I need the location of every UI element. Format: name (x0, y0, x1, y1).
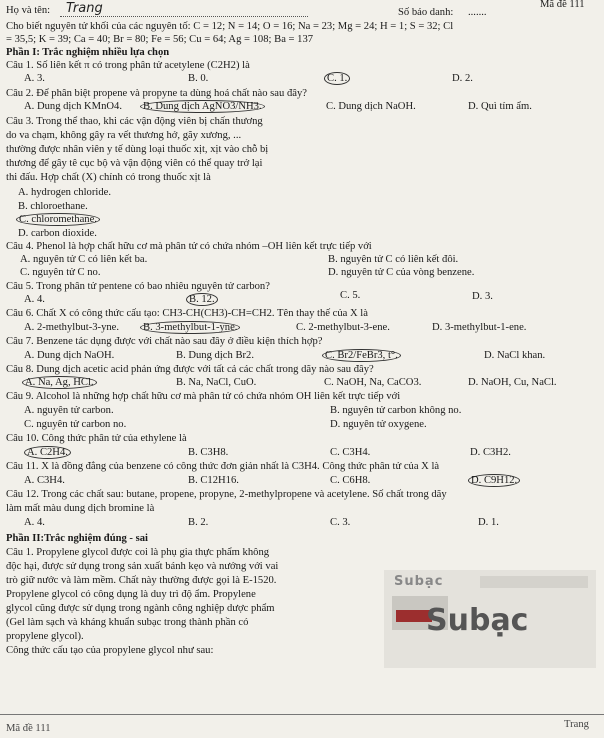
part2-line-4: Propylene glycol có công dụng là duy trì độ ẩm. Propylene (6, 589, 256, 600)
q3-line-2: do va chạm, không gây ra vết thương hở, gãy xương, ... (6, 130, 242, 141)
q12-stem-line-1: Câu 12. Trong các chất sau: butane, propene, propyne, 2-methylpropene và acetylene. Số chất trong dãy (6, 489, 447, 500)
q6-stem: Câu 6. Chất X có công thức cấu tạo: CH3-CH(CH3)-CH=CH2. Tên thay thế của X là (6, 308, 368, 319)
q7-stem: Câu 7. Benzene tác dụng được với chất nào sau đây ở điều kiện thích hợp? (6, 336, 323, 347)
q2-option-a[interactable]: A. Dung dịch KMnO4. (24, 101, 122, 112)
q5-stem: Câu 5. Trong phân tử pentene có bao nhiêu nguyên tử carbon? (6, 281, 270, 292)
atomic-mass-line-2: = 35,5; K = 39; Ca = 40; Br = 80; Fe = 56; Cu = 64; Ag = 108; Ba = 137 (6, 34, 314, 45)
q7-option-b[interactable]: B. Dung dịch Br2. (176, 350, 254, 361)
q12-option-d[interactable]: D. 1. (478, 517, 499, 528)
q4-option-a[interactable]: A. nguyên tử C có liên kết ba. (20, 254, 148, 265)
q10-option-c[interactable]: C. C3H4. (330, 447, 371, 458)
q3-line-4: thương để gây tê cục bộ và vận động viên có thể quay trở lại (6, 158, 263, 169)
q1-option-b[interactable]: B. 0. (188, 73, 209, 84)
q1-stem: Câu 1. Số liên kết π có trong phân tử acetylene (C2H2) là (6, 60, 250, 71)
q10-option-d[interactable]: D. C3H2. (470, 447, 511, 458)
q9-option-a[interactable]: A. nguyên tử carbon. (24, 405, 114, 416)
q2-stem: Câu 2. Để phân biệt propene và propyne ta dùng hoá chất nào sau đây? (6, 88, 307, 99)
q3-line-1: Câu 3. Trong thể thao, khi các vận động viên bị chấn thương (6, 116, 263, 127)
atomic-mass-line-1: Cho biết nguyên tử khối của các nguyên tố: C = 12; N = 14; O = 16; Na = 23; Mg = 24; H = 1; S = 32; Cl (6, 21, 454, 32)
q2-option-d[interactable]: D. Quì tím ẩm. (468, 101, 532, 112)
part1-title: Phần I: Trắc nghiệm nhiều lựa chọn (6, 47, 170, 58)
q8-option-d[interactable]: D. NaOH, Cu, NaCl. (468, 377, 557, 388)
q8-stem: Câu 8. Dung dịch acetic acid phản ứng được với tất cả các chất trong dãy nào sau đây? (6, 364, 374, 375)
part2-line-3: trò giữ nước và làm mềm. Chất này thường được gọi là E-1520. (6, 575, 277, 586)
q4-option-d[interactable]: D. nguyên tử C của vòng benzene. (328, 267, 475, 278)
footer-exam-code: Mã đề 111 (6, 723, 51, 734)
q7-option-d[interactable]: D. NaCl khan. (484, 350, 546, 361)
q12-option-b[interactable]: B. 2. (188, 517, 209, 528)
name-underline (60, 16, 308, 17)
subac-logo-small: Subạc (394, 574, 444, 589)
exam-code: Mã đề 111 (540, 0, 585, 10)
q5-option-b[interactable]: B. 12. (186, 293, 218, 306)
q2-option-b[interactable]: B. Dung dịch AgNO3/NH3. (140, 100, 265, 113)
subac-product-image (384, 570, 596, 668)
q5-option-a[interactable]: A. 4. (24, 294, 45, 305)
q12-option-a[interactable]: A. 4. (24, 517, 45, 528)
q11-option-d[interactable]: D. C9H12. (468, 474, 520, 487)
name-label: Họ và tên: (6, 5, 51, 16)
q8-option-a[interactable]: A. Na, Ag, HCl. (22, 376, 97, 389)
q4-option-b[interactable]: B. nguyên tử C có liên kết đôi. (328, 254, 459, 265)
q8-option-c[interactable]: C. NaOH, Na, CaCO3. (324, 377, 422, 388)
q10-option-a[interactable]: A. C2H4. (24, 446, 71, 459)
q6-option-d[interactable]: D. 3-methylbut-1-ene. (432, 322, 527, 333)
q6-option-a[interactable]: A. 2-methylbut-3-yne. (24, 322, 120, 333)
q1-option-d[interactable]: D. 2. (452, 73, 473, 84)
q1-option-c[interactable]: C. 1. (324, 72, 350, 85)
q5-option-d[interactable]: D. 3. (472, 291, 493, 302)
product-photo-strip (480, 576, 588, 588)
sbd-label: Số báo danh: (398, 7, 454, 18)
q12-option-c[interactable]: C. 3. (330, 517, 351, 528)
q3-option-a[interactable]: A. hydrogen chloride. (18, 187, 111, 198)
q3-line-3: thường được nhân viên y tế dùng loại thuốc xịt, xịt vào chỗ bị (6, 144, 269, 155)
q7-option-c[interactable]: C. Br2/FeBr3, t°. (322, 349, 401, 362)
part2-line-6: (Gel làm sạch và kháng khuẩn subạc trong thành phần có (6, 617, 249, 628)
q11-option-c[interactable]: C. C6H8. (330, 475, 371, 486)
q8-option-b[interactable]: B. Na, NaCl, CuO. (176, 377, 257, 388)
q9-stem: Câu 9. Alcohol là những hợp chất hữu cơ mà phân tử có chứa nhóm OH liên kết trực tiếp với (6, 391, 401, 402)
q3-option-d[interactable]: D. carbon dioxide. (18, 228, 97, 239)
sbd-dots: ....... (468, 7, 487, 18)
q7-option-a[interactable]: A. Dung dịch NaOH. (24, 350, 115, 361)
part2-line-7: propylene glycol). (6, 631, 84, 642)
q3-line-5: thi đấu. Hợp chất (X) chính có trong thuốc xịt là (6, 172, 211, 183)
q9-option-d[interactable]: D. nguyên tử oxygene. (330, 419, 427, 430)
q6-option-b[interactable]: B. 3-methylbut-1-yne. (140, 321, 240, 334)
student-name[interactable]: Trang (66, 1, 103, 16)
part2-line-2: độc hại, được sử dụng trong sản xuất bánh kẹo và nướng với vai (6, 561, 279, 572)
q4-stem: Câu 4. Phenol là hợp chất hữu cơ mà phân tử có chứa nhóm –OH liên kết trực tiếp với (6, 241, 372, 252)
q3-option-b[interactable]: B. chloroethane. (18, 201, 88, 212)
q2-option-c[interactable]: C. Dung dịch NaOH. (326, 101, 416, 112)
part2-line-1: Câu 1. Propylene glycol được coi là phụ gia thực phẩm không (6, 547, 270, 558)
q11-option-a[interactable]: A. C3H4. (24, 475, 65, 486)
part2-title: Phần II:Trắc nghiệm đúng - sai (6, 533, 148, 544)
q4-option-c[interactable]: C. nguyên tử C no. (20, 267, 101, 278)
part2-line-8: Công thức cấu tạo của propylene glycol như sau: (6, 645, 214, 656)
part2-line-5: glycol cũng được sử dụng trong ngành công nghiệp dược phẩm (6, 603, 275, 614)
q6-option-c[interactable]: C. 2-methylbut-3-ene. (296, 322, 390, 333)
q10-option-b[interactable]: B. C3H8. (188, 447, 229, 458)
q9-option-c[interactable]: C. nguyên tử carbon no. (24, 419, 127, 430)
q1-option-a[interactable]: A. 3. (24, 73, 45, 84)
q3-option-c[interactable]: C. chloromethane. (16, 213, 100, 226)
subac-logo-big: Subạc (426, 603, 529, 638)
footer-page: Trang (564, 719, 589, 730)
q10-stem: Câu 10. Công thức phân tử của ethylene là (6, 433, 187, 444)
footer-divider (0, 714, 604, 715)
q12-stem-line-2: làm mất màu dung dịch bromine là (6, 503, 155, 514)
q11-stem: Câu 11. X là đồng đẳng của benzene có công thức đơn giản nhất là C3H4. Công thức phân tử của X là (6, 461, 440, 472)
q5-option-c[interactable]: C. 5. (340, 290, 361, 301)
q11-option-b[interactable]: B. C12H16. (188, 475, 239, 486)
q9-option-b[interactable]: B. nguyên tử carbon không no. (330, 405, 462, 416)
